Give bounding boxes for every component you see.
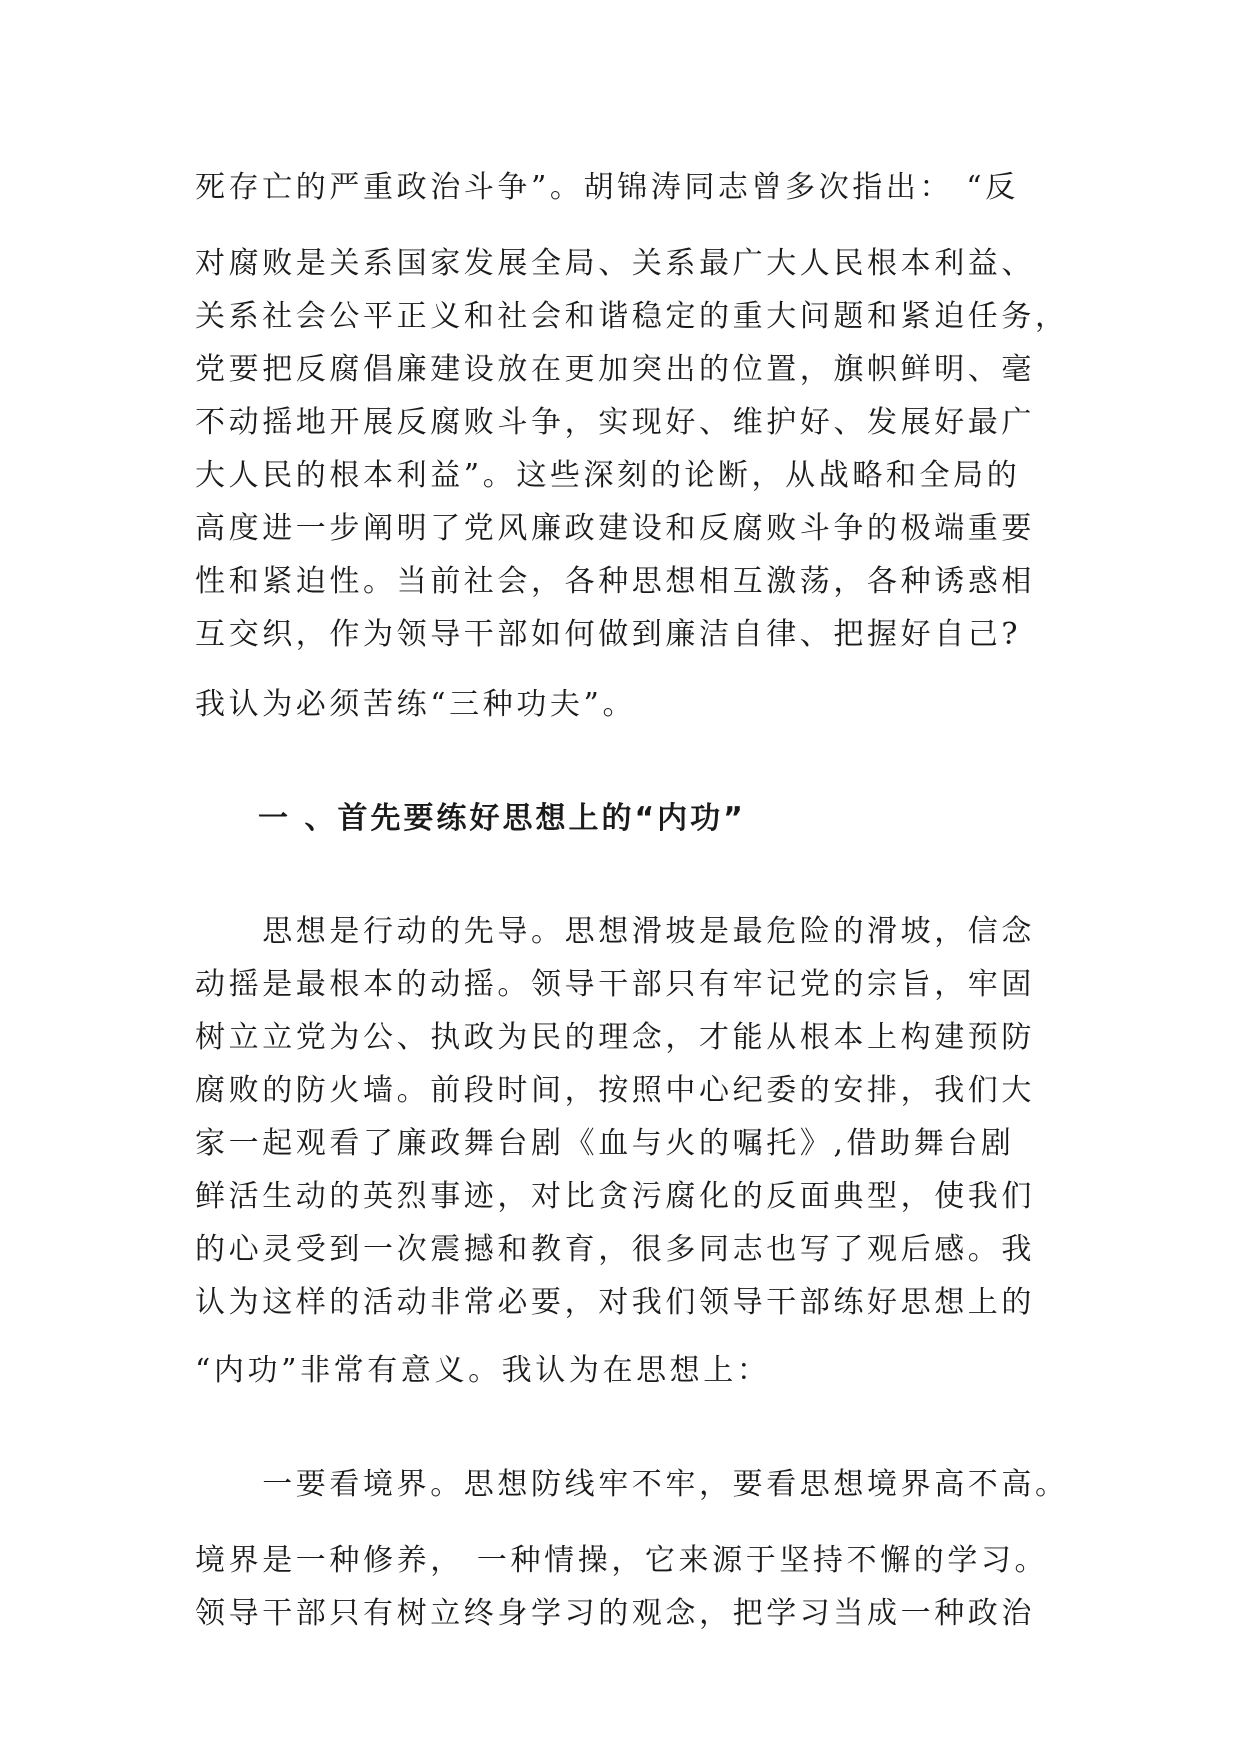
text-line: 腐败的防火墙。前段时间，按照中心纪委的安排，我们大 [195, 1073, 1035, 1108]
text-line: 的心灵受到一次震撼和教育，很多同志也写了观后感。我 [195, 1232, 1035, 1267]
text-line: 领导干部只有树立终身学习的观念，把学习当成一种政治 [195, 1596, 1035, 1631]
text-line: 党要把反腐倡廉建设放在更加突出的位置，旗帜鲜明、毫 [195, 352, 1035, 387]
text-line: 鲜活生动的英烈事迹，对比贪污腐化的反面典型，使我们 [195, 1179, 1035, 1214]
text-line: 动摇是最根本的动摇。领导干部只有牢记党的宗旨，牢固 [195, 967, 1035, 1002]
text-line: 对腐败是关系国家发展全局、关系最广大人民根本利益、 [195, 246, 1035, 281]
text-line: 一要看境界。思想防线牢不牢，要看思想境界高不高。 [195, 1467, 1069, 1502]
text-line: 不动摇地开展反腐败斗争，实现好、维护好、发展好最广 [195, 405, 1035, 440]
text-line: 死存亡的严重政治斗争”。胡锦涛同志曾多次指出： “反 [195, 170, 1019, 205]
text-line: 关系社会公平正义和社会和谐稳定的重大问题和紧迫任务， [195, 299, 1069, 334]
text-line: 大人民的根本利益”。这些深刻的论断，从战略和全局的 [195, 458, 1021, 493]
text-line: 高度进一步阐明了党风廉政建设和反腐败斗争的极端重要 [195, 511, 1035, 546]
text-line: 性和紧迫性。当前社会，各种思想相互激荡，各种诱惑相 [195, 564, 1035, 599]
text-line: 树立立党为公、执政为民的理念，才能从根本上构建预防 [195, 1020, 1035, 1055]
text-line: “内功”非常有意义。我认为在思想上： [195, 1353, 771, 1388]
text-line: 家一起观看了廉政舞台剧《血与火的嘱托》,借助舞台剧 [195, 1126, 1015, 1161]
text-line: 互交织，作为领导干部如何做到廉洁自律、把握好自己? [195, 617, 1022, 652]
text-line: 认为这样的活动非常必要，对我们领导干部练好思想上的 [195, 1285, 1035, 1320]
text-line: 境界是一种修养， 一种情操，它来源于坚持不懈的学习。 [195, 1543, 1049, 1578]
text-line: 我认为必须苦练“三种功夫”。 [195, 687, 637, 722]
section-heading: 一 、首先要练好思想上的“内功” [258, 801, 746, 836]
text-line: 思想是行动的先导。思想滑坡是最危险的滑坡，信念 [195, 914, 1035, 949]
